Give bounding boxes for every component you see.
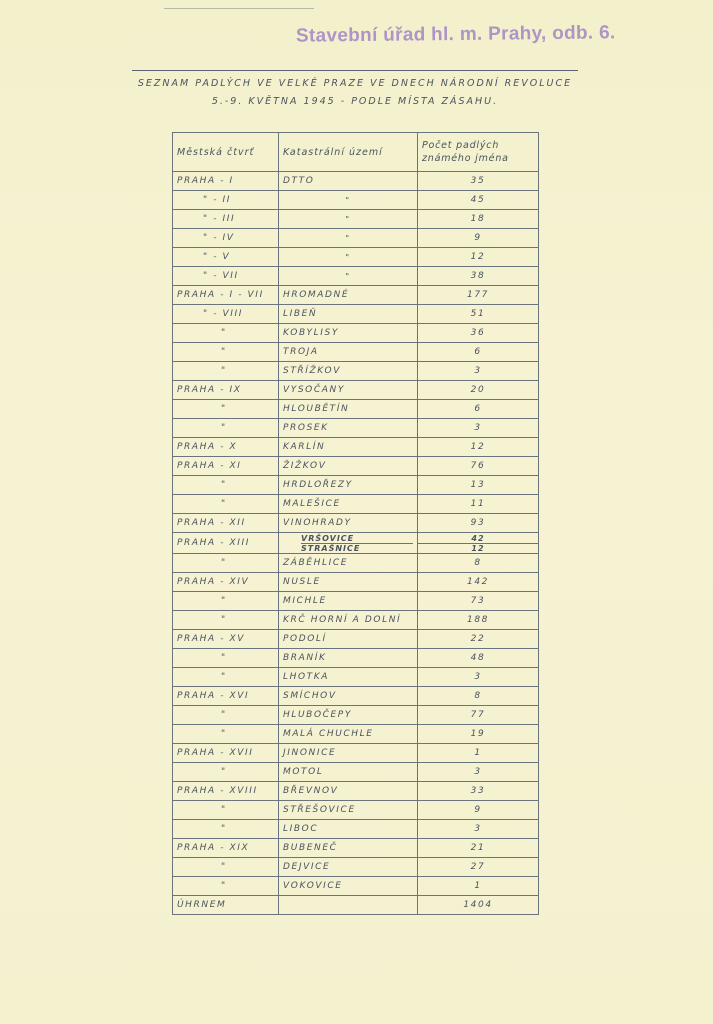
count-cell: 22 — [418, 630, 539, 649]
table-row — [173, 744, 539, 763]
area-cell: BŘEVNOV — [279, 782, 418, 801]
area-cell: LIBEŇ — [279, 305, 418, 324]
count-cell: 188 — [418, 611, 539, 630]
table-row — [173, 706, 539, 725]
count-cell: 48 — [418, 649, 539, 668]
quarter-cell: " — [173, 820, 279, 839]
total-label: ÚHRNEM — [173, 896, 279, 915]
area-cell: DEJVICE — [279, 858, 418, 877]
quarter-cell: " — [173, 592, 279, 611]
count-cell: 12 — [418, 438, 539, 457]
count-cell: 142 — [418, 573, 539, 592]
area-cell: LIBOC — [279, 820, 418, 839]
casualties-table — [172, 132, 539, 915]
table-row — [173, 592, 539, 611]
total-empty-cell — [279, 896, 418, 915]
quarter-cell: " - II — [173, 191, 279, 210]
quarter-cell: " — [173, 476, 279, 495]
table-row — [173, 687, 539, 706]
table-row — [173, 381, 539, 400]
count-cell: 93 — [418, 514, 539, 533]
table-row — [173, 438, 539, 457]
quarter-cell: " — [173, 362, 279, 381]
quarter-cell: " — [173, 668, 279, 687]
count-cell: 3 — [418, 763, 539, 782]
area-cell: ŽIŽKOV — [279, 457, 418, 476]
table-row — [173, 630, 539, 649]
quarter-cell: " — [173, 877, 279, 896]
table-row — [173, 725, 539, 744]
quarter-cell: " — [173, 554, 279, 573]
count-cell: 3 — [418, 419, 539, 438]
quarter-cell: PRAHA - XIII — [173, 533, 279, 554]
count-cell: 8 — [418, 554, 539, 573]
quarter-cell: PRAHA - XVII — [173, 744, 279, 763]
table-row — [173, 343, 539, 362]
count-cell: 3 — [418, 820, 539, 839]
table-row — [173, 533, 539, 554]
count-cell: 3 — [418, 668, 539, 687]
count-cell: 1 — [418, 877, 539, 896]
area-cell: TROJA — [279, 343, 418, 362]
area-cell: VINOHRADY — [279, 514, 418, 533]
table-row — [173, 514, 539, 533]
table-row — [173, 267, 539, 286]
area-cell: JINONICE — [279, 744, 418, 763]
count-cell: 21 — [418, 839, 539, 858]
count-cell: 18 — [418, 210, 539, 229]
quarter-cell: PRAHA - XVI — [173, 687, 279, 706]
count-cell: 11 — [418, 495, 539, 514]
quarter-cell: " — [173, 324, 279, 343]
quarter-cell: PRAHA - XVIII — [173, 782, 279, 801]
area-cell: HROMADNÉ — [279, 286, 418, 305]
table-row — [173, 763, 539, 782]
area-cell: SMÍCHOV — [279, 687, 418, 706]
area-cell: LHOTKA — [279, 668, 418, 687]
area-cell: HRDLOŘEZY — [279, 476, 418, 495]
count-cell-lower: 12 — [418, 543, 538, 553]
count-cell: 73 — [418, 592, 539, 611]
area-cell: MOTOL — [279, 763, 418, 782]
count-cell: 6 — [418, 400, 539, 419]
area-cell: HLOUBĚTÍN — [279, 400, 418, 419]
area-cell: PROSEK — [279, 419, 418, 438]
quarter-cell: PRAHA - XII — [173, 514, 279, 533]
table-row — [173, 191, 539, 210]
quarter-cell: " — [173, 419, 279, 438]
area-cell: STŘEŠOVICE — [279, 801, 418, 820]
area-cell: NUSLE — [279, 573, 418, 592]
office-stamp: Stavební úřad hl. m. Prahy, odb. 6. — [295, 22, 616, 47]
table-row — [173, 611, 539, 630]
quarter-cell: " — [173, 725, 279, 744]
quarter-cell: PRAHA - XIX — [173, 839, 279, 858]
count-cell: 51 — [418, 305, 539, 324]
area-cell: KRČ HORNÍ A DOLNÍ — [279, 611, 418, 630]
quarter-cell: " — [173, 763, 279, 782]
area-cell — [279, 533, 418, 554]
area-cell: KOBYLISY — [279, 324, 418, 343]
quarter-cell: PRAHA - XI — [173, 457, 279, 476]
quarter-cell: " — [173, 706, 279, 725]
area-cell: " — [279, 210, 418, 229]
document-title-line2: 5.-9. KVĚTNA 1945 - PODLE MÍSTA ZÁSAHU. — [211, 96, 499, 107]
area-cell-upper: VRŠOVICE — [301, 533, 355, 543]
quarter-cell: " — [173, 611, 279, 630]
count-cell: 36 — [418, 324, 539, 343]
table-row — [173, 782, 539, 801]
count-cell: 8 — [418, 687, 539, 706]
area-cell: MALÁ CHUCHLE — [279, 725, 418, 744]
table-row — [173, 400, 539, 419]
quarter-cell: " — [173, 495, 279, 514]
count-cell: 33 — [418, 782, 539, 801]
count-cell: 13 — [418, 476, 539, 495]
table-row — [173, 229, 539, 248]
table-row — [173, 210, 539, 229]
table-row — [173, 573, 539, 592]
table-row — [173, 362, 539, 381]
quarter-cell: " - VII — [173, 267, 279, 286]
table-row — [173, 649, 539, 668]
quarter-cell: " — [173, 343, 279, 362]
count-cell: 9 — [418, 229, 539, 248]
table-row — [173, 419, 539, 438]
table-row — [173, 476, 539, 495]
area-cell: " — [279, 229, 418, 248]
count-cell: 76 — [418, 457, 539, 476]
table-row — [173, 172, 539, 191]
header-quarter: Městská čtvrť — [173, 133, 279, 172]
area-cell: BUBENEČ — [279, 839, 418, 858]
area-cell: MICHLE — [279, 592, 418, 611]
table-row — [173, 877, 539, 896]
count-cell — [418, 533, 539, 554]
table-row — [173, 457, 539, 476]
area-cell: VYSOČANY — [279, 381, 418, 400]
count-cell: 77 — [418, 706, 539, 725]
header-count: Počet padlých známého jména — [418, 133, 539, 172]
area-cell: PODOLÍ — [279, 630, 418, 649]
count-cell: 6 — [418, 343, 539, 362]
quarter-cell: " — [173, 801, 279, 820]
table-header-row — [173, 133, 539, 172]
count-cell: 1 — [418, 744, 539, 763]
area-cell: MALEŠICE — [279, 495, 418, 514]
table-row — [173, 820, 539, 839]
quarter-cell: PRAHA - IX — [173, 381, 279, 400]
area-cell: ZÁBĚHLICE — [279, 554, 418, 573]
area-cell: DTTO — [279, 172, 418, 191]
quarter-cell: " — [173, 649, 279, 668]
faint-top-line — [164, 8, 314, 9]
table-row — [173, 324, 539, 343]
quarter-cell: " — [173, 400, 279, 419]
header-area: Katastrální území — [279, 133, 418, 172]
quarter-cell: " - III — [173, 210, 279, 229]
area-cell: BRANÍK — [279, 649, 418, 668]
document-title-line1: SEZNAM PADLÝCH VE VELKÉ PRAZE VE DNECH NÁRODNÍ REVOLUCE — [137, 78, 573, 89]
area-cell-lower: STRAŠNICE — [301, 543, 413, 553]
area-cell: VOKOVICE — [279, 877, 418, 896]
quarter-cell: PRAHA - XIV — [173, 573, 279, 592]
quarter-cell: PRAHA - X — [173, 438, 279, 457]
count-cell: 38 — [418, 267, 539, 286]
quarter-cell: " - VIII — [173, 305, 279, 324]
area-cell: " — [279, 248, 418, 267]
count-cell: 27 — [418, 858, 539, 877]
table-row — [173, 248, 539, 267]
quarter-cell: " - IV — [173, 229, 279, 248]
count-cell: 35 — [418, 172, 539, 191]
count-cell: 20 — [418, 381, 539, 400]
area-cell: HLUBOČEPY — [279, 706, 418, 725]
count-cell: 19 — [418, 725, 539, 744]
table-row — [173, 668, 539, 687]
table-row — [173, 286, 539, 305]
total-value: 1404 — [418, 896, 539, 915]
title-rule — [132, 70, 578, 71]
quarter-cell: PRAHA - I — [173, 172, 279, 191]
table-row — [173, 801, 539, 820]
count-cell: 9 — [418, 801, 539, 820]
quarter-cell: PRAHA - XV — [173, 630, 279, 649]
count-cell: 45 — [418, 191, 539, 210]
count-cell: 177 — [418, 286, 539, 305]
table-row — [173, 305, 539, 324]
area-cell: STŘÍŽKOV — [279, 362, 418, 381]
count-cell-upper: 42 — [471, 533, 485, 543]
table-row — [173, 839, 539, 858]
table-row — [173, 554, 539, 573]
count-cell: 12 — [418, 248, 539, 267]
total-row — [173, 896, 539, 915]
table-row — [173, 858, 539, 877]
area-cell: " — [279, 267, 418, 286]
count-cell: 3 — [418, 362, 539, 381]
quarter-cell: PRAHA - I - VII — [173, 286, 279, 305]
table-row — [173, 495, 539, 514]
area-cell: KARLÍN — [279, 438, 418, 457]
area-cell: " — [279, 191, 418, 210]
quarter-cell: " — [173, 858, 279, 877]
quarter-cell: " - V — [173, 248, 279, 267]
